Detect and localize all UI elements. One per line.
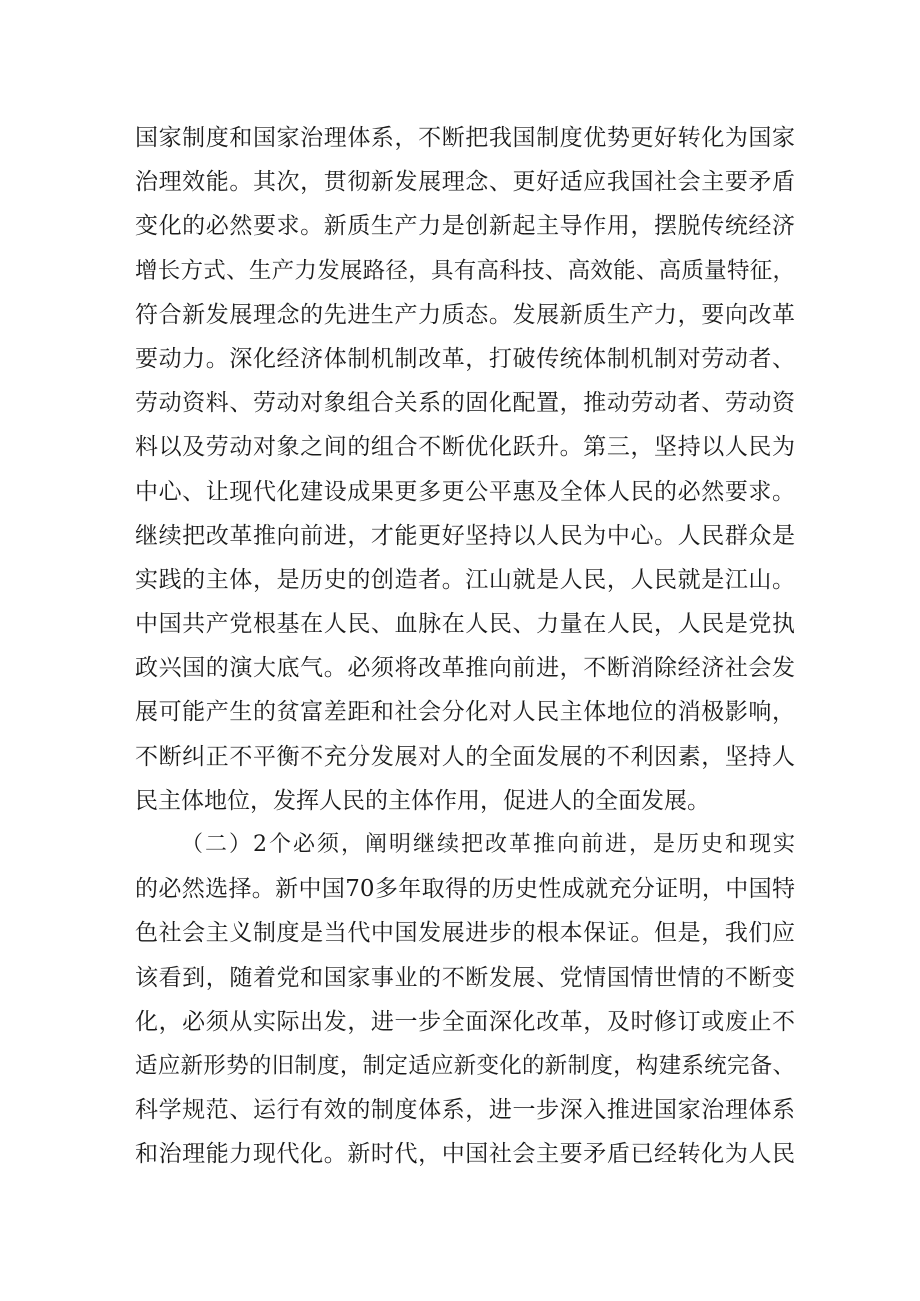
- text-line: 化，必须从实际出发，进一步全面深化改革，及时修订或废止不: [135, 1008, 795, 1035]
- text-line: 和治理能力现代化。新时代，中国社会主要矛盾已经转化为人民: [135, 1141, 795, 1168]
- text-line: 符合新发展理念的先进生产力质态。发展新质生产力，要向改革: [135, 301, 795, 328]
- text-line: 实践的主体，是历史的创造者。江山就是人民，人民就是江山。: [135, 566, 795, 593]
- text-line: 科学规范、运行有效的制度体系，进一步深入推进国家治理体系: [135, 1097, 795, 1124]
- text-line: 该看到，随着党和国家事业的不断发展、党情国情世情的不断变: [135, 964, 795, 991]
- text-line: 政兴国的演大底气。必须将改革推向前进，不断消除经济社会发: [135, 655, 795, 682]
- text-line: 民主体地位，发挥人民的主体作用，促进人的全面发展。: [135, 787, 710, 814]
- text-line: 色社会主义制度是当代中国发展进步的根本保证。但是，我们应: [135, 920, 795, 947]
- text-line: 劳动资料、劳动对象组合关系的固化配置，推动劳动者、劳动资: [135, 390, 795, 417]
- text-line: 适应新形势的旧制度，制定适应新变化的新制度，构建系统完备、: [135, 1052, 795, 1079]
- text-line: 不断纠正不平衡不充分发展对人的全面发展的不利因素，坚持人: [135, 743, 795, 770]
- text-line: 中国共产党根基在人民、血脉在人民、力量在人民，人民是党执: [135, 611, 795, 638]
- body-text: [135, 116, 795, 1177]
- text-line: 料以及劳动对象之间的组合不断优化跃升。第三，坚持以人民为: [135, 434, 795, 461]
- text-line: 国家制度和国家治理体系，不断把我国制度优势更好转化为国家: [135, 125, 795, 151]
- text-line: 继续把改革推向前进，才能更好坚持以人民为中心。人民群众是: [135, 522, 795, 549]
- text-line: 增长方式、生产力发展路径，具有高科技、高效能、高质量特征，: [135, 257, 795, 284]
- text-line: 展可能产生的贫富差距和社会分化对人民主体地位的消极影响，: [135, 699, 795, 726]
- text-line: 治理效能。其次，贯彻新发展理念、更好适应我国社会主要矛盾: [135, 169, 795, 196]
- text-line: 的必然选择。新中国70多年取得的历史性成就充分证明，中国特: [135, 876, 795, 903]
- text-line: 变化的必然要求。新质生产力是创新起主导作用，摆脱传统经济: [135, 213, 795, 240]
- paragraph-start-line: （二）2个必须，阐明继续把改革推向前进，是历史和现实: [181, 832, 795, 857]
- text-line: 中心、让现代化建设成果更多更公平惠及全体人民的必然要求。: [135, 478, 795, 505]
- text-line: 要动力。深化经济体制机制改革，打破传统体制机制对劳动者、: [135, 345, 795, 372]
